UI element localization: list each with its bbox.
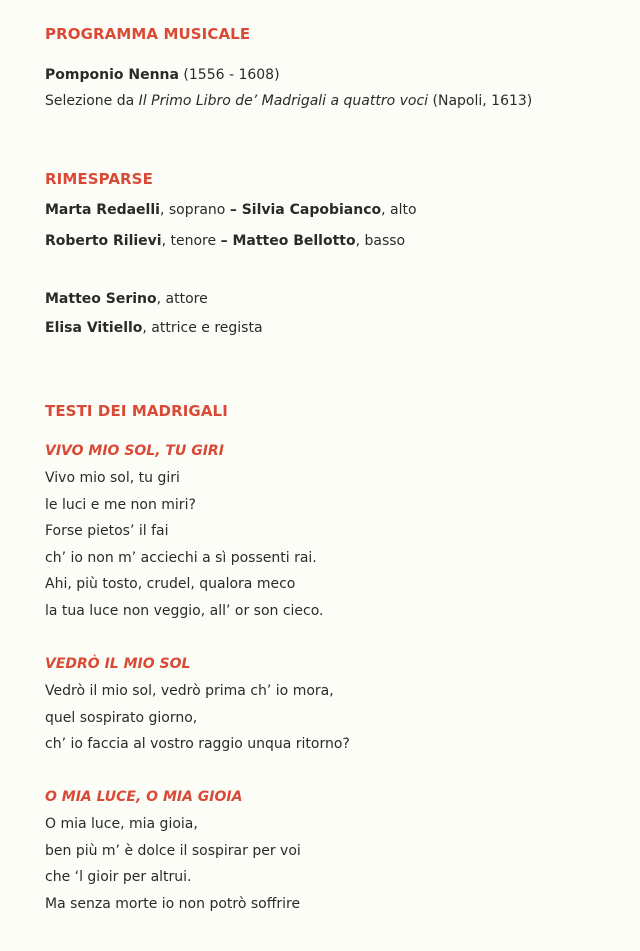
performer-role: , attrice e regista	[142, 320, 263, 336]
composer-dates: (1556 - 1608)	[178, 67, 280, 83]
performer-name: Silvia Capobianco	[241, 202, 382, 218]
section-title-ensemble: RIMESPARSE	[45, 170, 153, 188]
performer-name: Marta Redaelli	[45, 202, 160, 218]
ensemble-line-1	[45, 201, 417, 219]
verse-line: ben più m’ è dolce il sospirar per voi	[45, 842, 301, 859]
madrigal-title: O MIA LUCE, O MIA GIOIA	[45, 789, 243, 805]
selection-suffix: (Napoli, 1613)	[428, 93, 533, 109]
verse-line: Ahi, più tosto, crudel, qualora meco	[45, 576, 296, 592]
verse-line: che ‘l gioir per altrui.	[45, 869, 192, 885]
verse-line: le luci e me non miri?	[45, 496, 196, 513]
dash-separator: –	[220, 233, 233, 249]
madrigal-text	[45, 682, 350, 762]
performer-role: , attore	[156, 291, 208, 307]
verse-line: Vivo mio sol, tu giri	[45, 470, 180, 486]
section-title-testi: TESTI DEI MADRIGALI	[45, 402, 228, 420]
verse-line: O mia luce, mia gioia,	[45, 816, 198, 832]
madrigal-title: VIVO MIO SOL, TU GIRI	[45, 443, 224, 459]
performer-role: , alto	[381, 202, 417, 218]
composer-name: Pomponio Nenna	[45, 67, 179, 83]
madrigal-text	[45, 815, 301, 921]
dash-separator: –	[229, 202, 242, 218]
ensemble-line-4	[45, 319, 263, 337]
selection-prefix: Selezione da	[45, 93, 139, 109]
performer-name: Elisa Vitiello	[45, 320, 143, 336]
ensemble-line-3	[45, 290, 208, 308]
performer-role: , tenore	[161, 233, 221, 249]
selection-work-title: Il Primo Libro de’ Madrigali a quattro voci	[138, 93, 429, 109]
verse-line: Ma senza morte io non potrò soffrire	[45, 895, 301, 912]
verse-line: Vedrò il mio sol, vedrò prima ch’ io mora,	[45, 683, 334, 699]
verse-line: ch’ io faccia al vostro raggio unqua ritorno?	[45, 736, 350, 752]
performer-name: Matteo Serino	[45, 291, 157, 307]
verse-line: ch’ io non m’ acciechi a sì possenti rai.	[45, 549, 317, 566]
composer-line	[45, 66, 280, 84]
performer-name: Matteo Bellotto	[232, 233, 356, 249]
ensemble-line-2	[45, 232, 405, 250]
madrigal-text	[45, 469, 324, 628]
section-title-programma: PROGRAMMA MUSICALE	[45, 25, 251, 43]
madrigal-title: VEDRÒ IL MIO SOL	[45, 656, 191, 672]
performer-role: , basso	[355, 233, 406, 249]
performer-name: Roberto Rilievi	[45, 233, 162, 249]
verse-line: quel sospirato giorno,	[45, 709, 198, 726]
verse-line: Forse pietos’ il fai	[45, 523, 169, 539]
verse-line: la tua luce non veggio, all’ or son cieco.	[45, 602, 324, 619]
selection-line	[45, 92, 532, 110]
performer-role: , soprano	[159, 202, 230, 218]
